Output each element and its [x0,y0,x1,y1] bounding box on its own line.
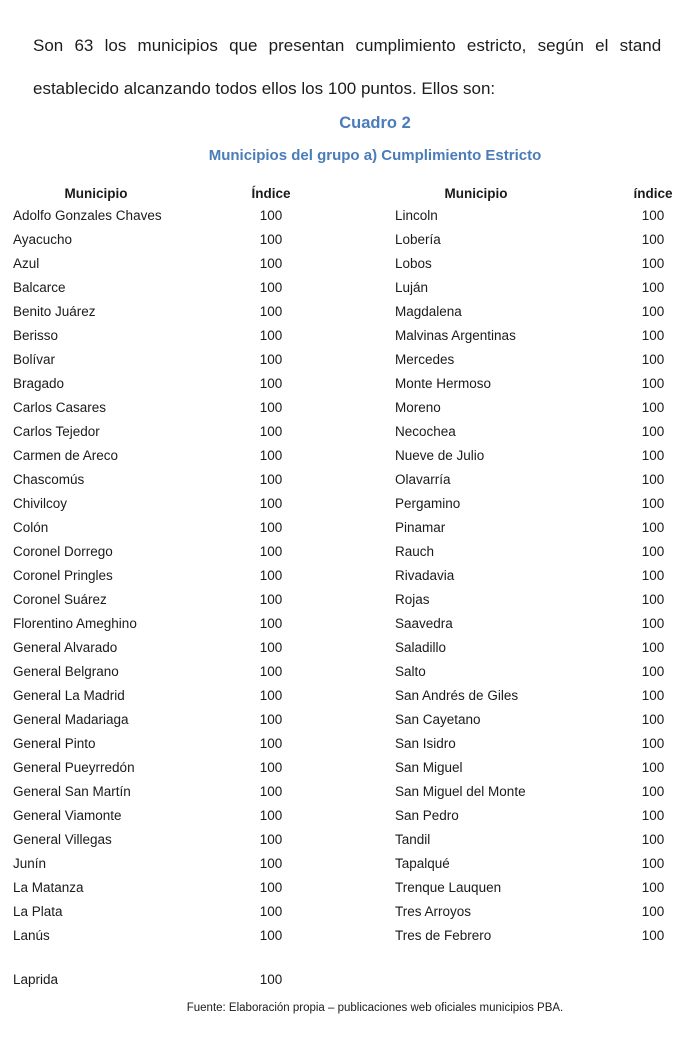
indice-cell: 100 [641,232,665,247]
indice-cell: 100 [259,880,283,895]
indice-cell: 100 [259,232,283,247]
indice-cell: 100 [259,304,283,319]
municipio-cell: Carlos Tejedor [13,424,100,439]
indice-cell: 100 [641,664,665,679]
table-row [0,444,700,468]
municipio-cell: Bragado [13,376,65,391]
municipio-cell: Trenque Lauquen [395,880,502,895]
indice-cell: 100 [641,280,665,295]
indice-cell: 100 [641,448,665,463]
indice-cell: 100 [641,832,665,847]
municipio-cell: Pinamar [395,520,446,535]
table-row [0,780,700,804]
indice-cell: 100 [641,352,665,367]
municipio-cell: Tapalqué [395,856,450,871]
municipio-cell: Chascomús [13,472,85,487]
intro-paragraph [33,24,700,110]
indice-cell: 100 [641,400,665,415]
indice-cell: 100 [259,520,283,535]
municipio-cell: General La Madrid [13,688,125,703]
indice-cell: 100 [259,832,283,847]
municipio-cell: Malvinas Argentinas [395,328,516,343]
table-row [0,756,700,780]
municipio-cell: General San Martín [13,784,131,799]
indice-cell: 100 [259,928,283,943]
municipio-cell: Olavarría [395,472,451,487]
municipio-cell: Tandil [395,832,431,847]
municipio-cell: San Pedro [395,808,459,823]
indice-cell: 100 [641,328,665,343]
indice-cell: 100 [641,856,665,871]
indice-cell: 100 [641,592,665,607]
indice-cell: 100 [259,328,283,343]
indice-cell: 100 [259,688,283,703]
indice-cell: 100 [259,280,283,295]
municipio-cell: General Belgrano [13,664,119,679]
table-row [0,468,700,492]
indice-cell: 100 [259,256,283,271]
indice-cell: 100 [259,856,283,871]
table-row [0,924,700,948]
municipio-cell: Saavedra [395,616,453,631]
indice-cell: 100 [259,400,283,415]
indice-cell: 100 [259,424,283,439]
table-row [0,276,700,300]
indice-cell: 100 [259,376,283,391]
municipio-cell: General Viamonte [13,808,122,823]
municipio-cell: Laprida [13,972,59,987]
municipio-cell: San Isidro [395,736,456,751]
municipio-cell: San Miguel [395,760,463,775]
header-municipio-right: Municipio [444,186,508,201]
table-row [0,852,700,876]
indice-cell: 100 [259,904,283,919]
municipio-cell: San Cayetano [395,712,481,727]
municipio-cell: Rauch [395,544,435,559]
indice-cell: 100 [641,616,665,631]
table-row [0,660,700,684]
table-row [0,300,700,324]
municipio-cell: Bolívar [13,352,56,367]
municipio-cell: Coronel Pringles [13,568,113,583]
municipio-cell: La Matanza [13,880,84,895]
indice-cell: 100 [259,544,283,559]
municipio-cell: Ayacucho [13,232,73,247]
indice-cell: 100 [641,808,665,823]
table-row [0,516,700,540]
indice-cell: 100 [259,496,283,511]
municipio-cell: Colón [13,520,49,535]
table-row [0,732,700,756]
municipio-cell: Lincoln [395,208,438,223]
indice-cell: 100 [259,448,283,463]
municipio-cell: General Alvarado [13,640,118,655]
indice-cell: 100 [641,640,665,655]
municipio-cell: Florentino Ameghino [13,616,137,631]
indice-cell: 100 [641,496,665,511]
municipio-cell: San Miguel del Monte [395,784,526,799]
municipio-cell: Necochea [395,424,456,439]
table-row [0,252,700,276]
municipio-cell: Magdalena [395,304,462,319]
municipio-cell: General Madariaga [13,712,129,727]
municipio-cell: Monte Hermoso [395,376,492,391]
indice-cell: 100 [641,304,665,319]
indice-cell: 100 [259,808,283,823]
municipio-cell: Junín [13,856,47,871]
indice-cell: 100 [641,736,665,751]
indice-cell: 100 [259,568,283,583]
municipio-cell: Benito Juárez [13,304,96,319]
municipio-cell: Lanús [13,928,50,943]
indice-cell: 100 [259,592,283,607]
table-row [0,324,700,348]
indice-cell: 100 [641,784,665,799]
indice-cell: 100 [259,972,283,987]
indice-cell: 100 [641,688,665,703]
header-indice-right: índice [633,186,673,201]
table-row [0,372,700,396]
indice-cell: 100 [641,544,665,559]
municipio-cell: Berisso [13,328,59,343]
municipio-cell: Nueve de Julio [395,448,485,463]
municipio-cell: Lobería [395,232,441,247]
municipio-cell: Rivadavia [395,568,455,583]
indice-cell: 100 [259,640,283,655]
indice-cell: 100 [259,664,283,679]
indice-cell: 100 [641,424,665,439]
indice-cell: 100 [259,472,283,487]
municipio-cell: Azul [13,256,40,271]
indice-cell: 100 [641,472,665,487]
table-row [0,636,700,660]
municipio-cell: Rojas [395,592,430,607]
empty-cell [610,968,696,992]
empty-cell [312,968,610,992]
table-row [0,900,700,924]
table-row [0,204,700,228]
table-row [0,588,700,612]
municipio-cell: Moreno [395,400,441,415]
municipio-cell: La Plata [13,904,63,919]
municipio-cell: Tres de Febrero [395,928,492,943]
table-header-row [0,184,700,204]
header-indice-left: Índice [251,186,291,201]
table-row [0,876,700,900]
municipio-cell: General Villegas [13,832,112,847]
table-row [0,804,700,828]
indice-cell: 100 [259,736,283,751]
table-row [0,612,700,636]
indice-cell: 100 [641,256,665,271]
municipio-cell: Coronel Suárez [13,592,107,607]
table-row [0,708,700,732]
municipio-cell: Balcarce [13,280,66,295]
indice-cell: 100 [641,880,665,895]
municipios-table [0,184,700,992]
municipio-cell: General Pinto [13,736,96,751]
indice-cell: 100 [259,352,283,367]
indice-cell: 100 [641,376,665,391]
table-row-laprida [0,968,700,992]
source-note: Fuente: Elaboración propia – publicaciones web oficiales municipios PBA. [186,1002,564,1014]
table-body [0,204,700,948]
municipio-cell: Adolfo Gonzales Chaves [13,208,162,223]
indice-cell: 100 [641,520,665,535]
indice-cell: 100 [641,208,665,223]
indice-cell: 100 [259,784,283,799]
cuadro-subtitle: Municipios del grupo a) Cumplimiento Estricto [208,147,542,164]
indice-cell: 100 [259,760,283,775]
indice-cell: 100 [641,904,665,919]
municipio-cell: Carlos Casares [13,400,107,415]
indice-cell: 100 [259,616,283,631]
municipio-cell: Pergamino [395,496,461,511]
table-row [0,564,700,588]
table-row [0,684,700,708]
header-municipio-left: Municipio [64,186,128,201]
municipio-cell: General Pueyrredón [13,760,135,775]
table-row [0,228,700,252]
indice-cell: 100 [641,928,665,943]
table-row [0,492,700,516]
municipio-cell: Lobos [395,256,432,271]
municipio-cell: San Andrés de Giles [395,688,519,703]
municipio-cell: Luján [395,280,429,295]
municipio-cell: Saladillo [395,640,447,655]
indice-cell: 100 [259,712,283,727]
municipio-cell: Tres Arroyos [395,904,472,919]
intro-line-1: Son 63 los municipios que presentan cumplimiento estricto, según el stand [33,36,662,55]
table-row [0,828,700,852]
table-row [0,348,700,372]
municipio-cell: Mercedes [395,352,455,367]
table-row [0,396,700,420]
municipio-cell: Chivilcoy [13,496,68,511]
indice-cell: 100 [641,712,665,727]
municipio-cell: Salto [395,664,426,679]
indice-cell: 100 [641,568,665,583]
municipio-cell: Carmen de Areco [13,448,119,463]
intro-line-2: establecido alcanzando todos ellos los 100 puntos. Ellos son: [33,79,496,98]
table-row [0,540,700,564]
cuadro-title: Cuadro 2 [339,114,411,132]
indice-cell: 100 [259,208,283,223]
indice-cell: 100 [641,760,665,775]
municipio-cell: Coronel Dorrego [13,544,113,559]
table-row [0,420,700,444]
